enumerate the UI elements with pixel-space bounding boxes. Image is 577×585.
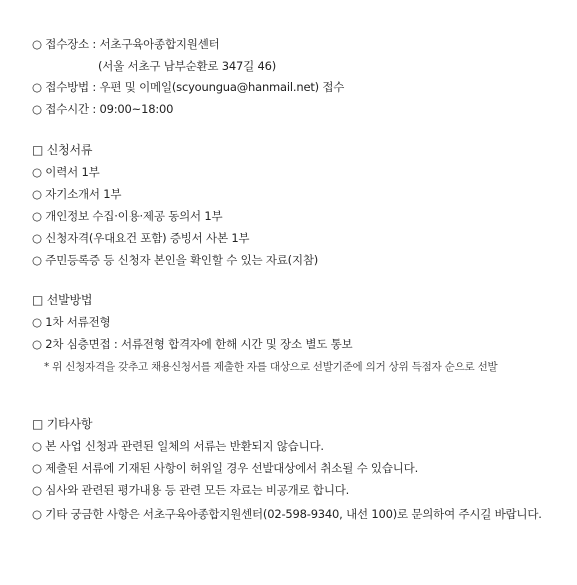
documents-item: ○ 신청자격(우대요건 포함) 증빙서 사본 1부 xyxy=(32,231,250,245)
selection-heading: □ 선발방법 xyxy=(32,293,93,307)
selection-item: ○ 2차 심층면접 : 서류전형 합격자에 한해 시간 및 장소 별도 통보 xyxy=(32,337,353,351)
other-heading: □ 기타사항 xyxy=(32,417,93,431)
reception-address: (서울 서초구 남부순환로 347길 46) xyxy=(98,59,276,73)
documents-item: ○ 이력서 1부 xyxy=(32,165,100,179)
reception-method: ○ 접수방법 : 우편 및 이메일(scyoungua@hanmail.net) 접수 xyxy=(32,80,345,94)
reception-time: ○ 접수시간 : 09:00~18:00 xyxy=(32,102,174,116)
selection-item: ○ 1차 서류전형 xyxy=(32,315,111,329)
documents-heading: □ 신청서류 xyxy=(32,143,93,157)
other-item: ○ 심사와 관련된 평가내용 등 관련 모든 자료는 비공개로 합니다. xyxy=(32,483,350,497)
other-item: ○ 기타 궁금한 사항은 서초구육아종합지원센터(02-598-9340, 내선 100)로 문의하여 주시길 바랍니다. xyxy=(32,507,542,521)
selection-note: * 위 신청자격을 갖추고 채용신청서를 제출한 자를 대상으로 선발기준에 의거 상위 득점자 순으로 선발 xyxy=(44,361,498,373)
other-item: ○ 제출된 서류에 기재된 사항이 허위일 경우 선발대상에서 취소될 수 있습니다. xyxy=(32,461,419,475)
other-item: ○ 본 사업 신청과 관련된 일체의 서류는 반환되지 않습니다. xyxy=(32,439,324,453)
documents-item: ○ 개인정보 수집·이용·제공 동의서 1부 xyxy=(32,209,223,223)
documents-item: ○ 자기소개서 1부 xyxy=(32,187,122,201)
reception-place: ○ 접수장소 : 서초구육아종합지원센터 xyxy=(32,37,220,51)
documents-item: ○ 주민등록증 등 신청자 본인을 확인할 수 있는 자료(지참) xyxy=(32,253,319,267)
